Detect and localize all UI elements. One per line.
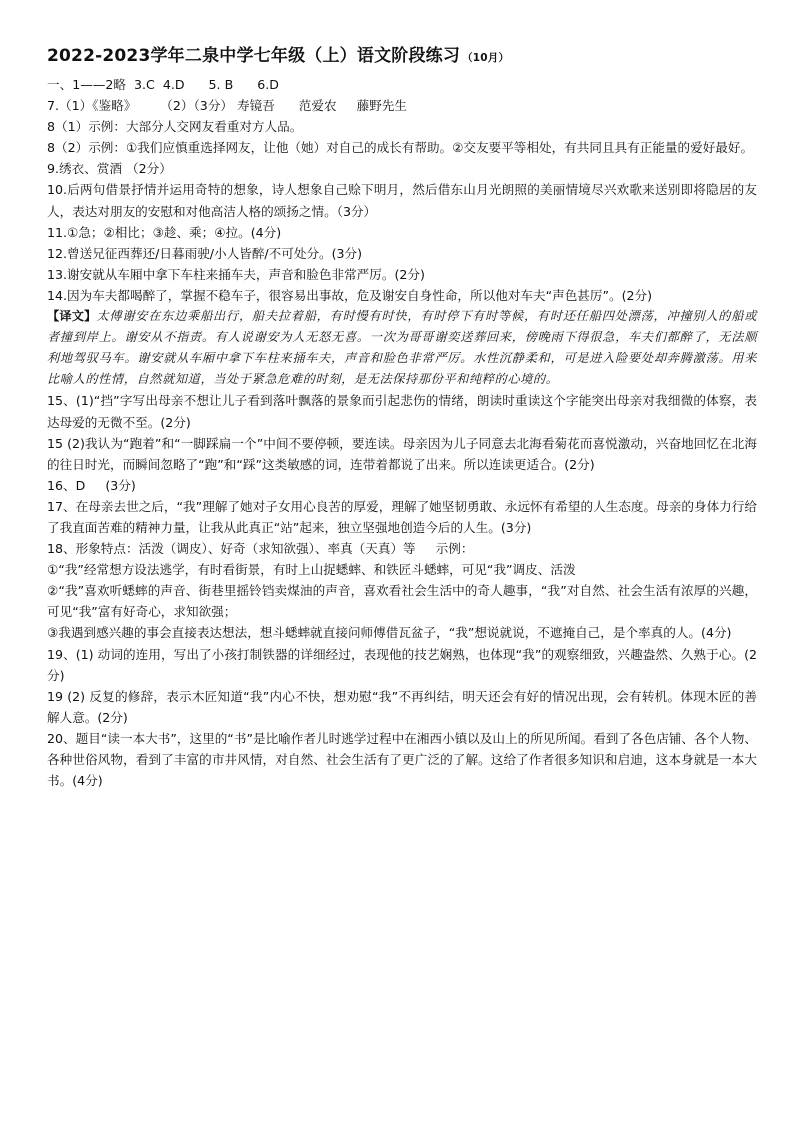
- answer-q18-b: ②“我”喜欢听蟋蟀的声音、街巷里摇铃铛卖煤油的声音，喜欢看社会生活中的奇人趣事，“我”对自然、社会生活有浓厚的兴趣，可见“我”富有好奇心，求知欲强；: [47, 583, 757, 620]
- answer-q9: 9.绣衣、赏酒 （2分）: [47, 161, 172, 177]
- answer-q15-2: 15 (2)我认为“跑着”和“一脚踩扁一个”中间不要停顿，要连读。母亲因为儿子同意去北海看菊花而喜悦激动，兴奋地回忆在北海的往日时光，而瞬间忽略了“跑”和“踩”这类敏感的词，连带着都说了出来。所以连读更适合。(2分): [47, 435, 757, 472]
- title-suffix: （10月）: [462, 52, 510, 64]
- answer-q11: 11.①急；②相比；③趁、乘；④拉。(4分): [47, 224, 282, 240]
- answer-q20: 20、题目“读一本大书”，这里的“书”是比喻作者儿时逃学过程中在湘西小镇以及山上的所见所闻。看到了各色店铺、各个人物、各种世俗风物，看到了丰富的市井风情，对自然、社会生活有了更广泛的了解。这给了作者很多知识和启迪，这本身就是一本大书。(4分): [47, 730, 757, 789]
- page-title: [47, 44, 757, 70]
- answer-q16: 16、D (3分): [47, 477, 136, 493]
- answer-q15-1: 15、(1)“挡”字写出母亲不想让儿子看到落叶飘落的景象而引起悲伤的情绪，朗读时重读这个字能突出母亲对我细微的体察，表达母爱的无微不至。(2分): [47, 393, 757, 430]
- answer-q18-a: ①“我”经常想方设法逃学，有时看街景，有时上山捉蟋蟀、和铁匠斗蟋蟀，可见“我”调皮、活泼: [47, 562, 576, 578]
- translation-label: 【译文】: [47, 309, 97, 324]
- answer-q17: 17、在母亲去世之后，“我”理解了她对子女用心良苦的厚爱，理解了她坚韧勇敢、永远怀有希望的人生态度。母亲的身体力行给了我直面苦难的精神力量，让我从此真正“站”起来，独立坚强地创造今后的人生。(3分): [47, 498, 757, 535]
- answer-q1-6: 一、1——2略 3.C 4.D 5. B 6.D: [47, 77, 279, 92]
- answer-q18-head: 18、形象特点：活泼（调皮）、好奇（求知欲强）、率真（天真）等 示例：: [47, 541, 474, 557]
- answer-q14: 14.因为车夫都喝醉了，掌握不稳车子，很容易出事故，危及谢安自身性命，所以他对车夫“声色甚厉”。(2分): [47, 287, 653, 303]
- answer-q18-c: ③我遇到感兴趣的事会直接表达想法，想斗蟋蟀就直接问师傅借瓦盆子，“我”想说就说，不遮掩自己，是个率真的人。(4分): [47, 625, 732, 641]
- answer-q7: 7.（1）《鉴略》 （2）（3分） 寿镜吾 范爱农 藤野先生: [47, 98, 407, 114]
- answer-q8-1: 8（1）示例：大部分人交网友看重对方人品。: [47, 119, 303, 135]
- title-text: 2022-2023学年二泉中学七年级（上）语文阶段练习: [47, 46, 461, 66]
- answer-q8-2: 8（2）示例：①我们应慎重选择网友，让他（她）对自己的成长有帮助。②交友要平等相处，有共同且具有正能量的爱好最好。: [47, 140, 754, 156]
- answer-q19-2: 19 (2) 反复的修辞，表示木匠知道“我”内心不快，想劝慰“我”不再纠结，明天还会有好的情况出现，会有转机。体现木匠的善解人意。(2分): [47, 688, 757, 725]
- translation-text: 太傅谢安在东边乘船出行，船夫拉着船，有时慢有时快，有时停下有时等候，有时还任船四处漂荡，冲撞别人的船或者撞到岸上。谢安从不指责。有人说谢安为人无怒无喜。一次为哥哥谢奕送葬回来，傍晚雨下得很急，车夫们都醉了，无法顺利地驾驭马车。谢安就从车厢中拿下车柱来捅车夫，声音和脸色非常严厉。水性沉静柔和，可是进入险要处却奔腾激荡。用来比喻人的性情，自然就知道，当处于紧急危难的时刻，是无法保持那份平和纯粹的心境的。: [47, 309, 758, 387]
- translation-block: [47, 306, 757, 390]
- answer-sheet: [47, 44, 757, 791]
- answer-q13: 13.谢安就从车厢中拿下车柱来捅车夫，声音和脸色非常严厉。(2分): [47, 266, 425, 282]
- answer-q12: 12.曾送兄征西葬还/日暮雨驶/小人皆醉/不可处分。(3分): [47, 245, 363, 261]
- answer-q19-1: 19、(1) 动词的连用，写出了小孩打制铁器的详细经过，表现他的技艺娴熟，也体现“我”的观察细致，兴趣盎然、久熟于心。(2分): [47, 646, 757, 683]
- answer-q10: 10.后两句借景抒情并运用奇特的想象，诗人想象自己赊下明月，然后借东山月光朗照的美丽情境尽兴欢歌来送别即将隐居的友人，表达对朋友的安慰和对他高洁人格的颂扬之情。（3分）: [47, 182, 757, 219]
